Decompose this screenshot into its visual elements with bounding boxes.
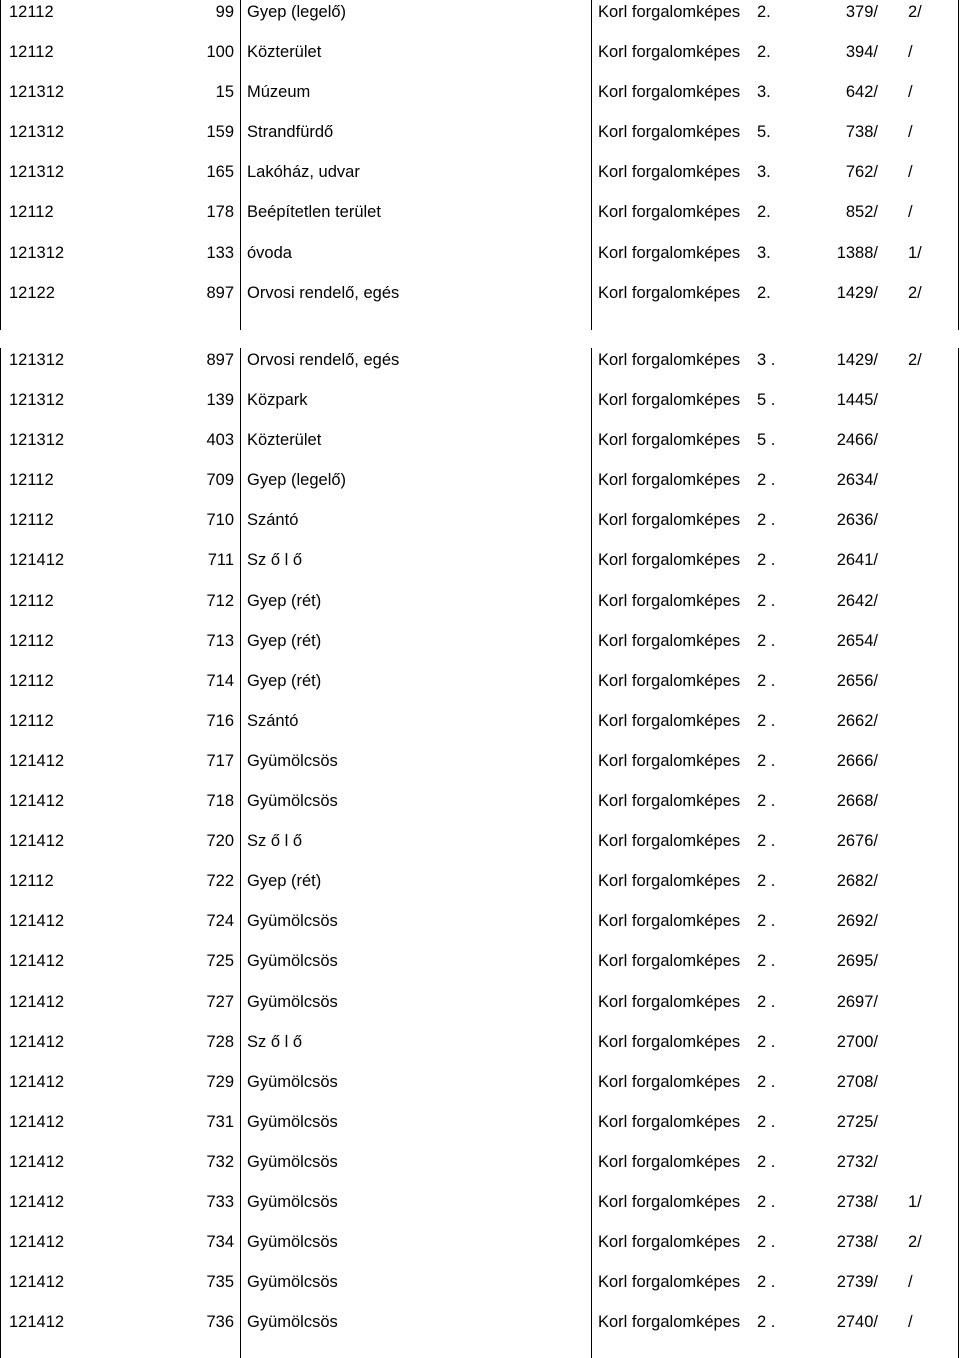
restriction-status: Korl forgalomképes: [598, 1192, 741, 1211]
ownership-share: 2 .: [757, 792, 776, 811]
parcel-use-code: 121412: [9, 792, 65, 811]
land-use-name: Gyep (legelő): [247, 471, 347, 490]
table-row: [0, 669, 960, 709]
table-row: [0, 749, 960, 789]
lot-number: 852/: [845, 203, 878, 222]
lot-number: 2676/: [836, 832, 878, 851]
lot-number: 2641/: [836, 551, 878, 570]
table-row: [0, 829, 960, 869]
land-use-name: Gyümölcsös: [247, 751, 338, 770]
ownership-share: 5 .: [757, 391, 776, 410]
lot-number: 2697/: [836, 992, 878, 1011]
restriction-status: Korl forgalomképes: [598, 1072, 741, 1091]
lot-number: 2682/: [836, 872, 878, 891]
ownership-share: 2 .: [757, 912, 776, 931]
parcel-use-code: 12112: [9, 471, 54, 490]
parcel-serial: 159: [206, 123, 234, 142]
ownership-share: 2 .: [757, 1032, 776, 1051]
lot-number: 2636/: [836, 511, 878, 530]
restriction-status: Korl forgalomképes: [598, 203, 741, 222]
ownership-share: 2 .: [757, 1112, 776, 1131]
table-row: [0, 80, 960, 120]
parcel-serial: 709: [206, 471, 234, 490]
land-use-name: Sz ő l ő: [247, 832, 303, 851]
land-use-name: Gyümölcsös: [247, 1152, 338, 1171]
restriction-status: Korl forgalomképes: [598, 671, 741, 690]
parcel-serial: 897: [206, 351, 234, 369]
table-row: [0, 548, 960, 588]
table-row: [0, 200, 960, 240]
table-row: [0, 508, 960, 548]
restriction-status: Korl forgalomképes: [598, 1273, 741, 1292]
lot-number: 394/: [845, 43, 878, 62]
land-use-name: Gyümölcsös: [247, 1072, 338, 1091]
parcel-use-code: 121412: [9, 1032, 65, 1051]
table-row: [0, 1190, 960, 1230]
land-use-name: Gyep (rét): [247, 591, 322, 610]
table-row: [0, 1030, 960, 1070]
parcel-serial: 733: [206, 1192, 234, 1211]
ownership-share: 3.: [757, 243, 771, 262]
parcel-use-code: 121312: [9, 391, 65, 410]
table-row: [0, 629, 960, 669]
parcel-use-code: 121412: [9, 1152, 65, 1171]
land-use-name: Gyümölcsös: [247, 992, 338, 1011]
land-use-name: Gyep (legelő): [247, 3, 347, 21]
ownership-share: 2 .: [757, 631, 776, 650]
parcel-use-code: 12112: [9, 671, 54, 690]
restriction-status: Korl forgalomképes: [598, 471, 741, 490]
lot-number: 2700/: [836, 1032, 878, 1051]
lot-number: 2662/: [836, 711, 878, 730]
lot-number: 2740/: [836, 1313, 878, 1332]
lot-number: 2732/: [836, 1152, 878, 1171]
parcel-use-code: 12112: [9, 203, 54, 222]
parcel-serial: 728: [206, 1032, 234, 1051]
ownership-share: 2 .: [757, 711, 776, 730]
table-row: [0, 428, 960, 468]
parcel-use-code: 12112: [9, 711, 54, 730]
lot-number: 2642/: [836, 591, 878, 610]
land-use-name: óvoda: [247, 243, 292, 262]
lot-number: 2668/: [836, 792, 878, 811]
lot-number: 2666/: [836, 751, 878, 770]
parcel-use-code: 121412: [9, 551, 65, 570]
restriction-status: Korl forgalomképes: [598, 391, 741, 410]
parcel-serial: 732: [206, 1152, 234, 1171]
sub-lot-number: 2/: [908, 3, 922, 21]
land-use-name: Gyümölcsös: [247, 1112, 338, 1131]
table-row: [0, 468, 960, 508]
land-use-name: Sz ő l ő: [247, 1032, 303, 1051]
restriction-status: Korl forgalomképes: [598, 912, 741, 931]
parcel-serial: 731: [206, 1112, 234, 1131]
restriction-status: Korl forgalomképes: [598, 283, 741, 302]
restriction-status: Korl forgalomképes: [598, 751, 741, 770]
parcel-use-code: 12112: [9, 3, 54, 21]
restriction-status: Korl forgalomképes: [598, 1152, 741, 1171]
ownership-share: 2 .: [757, 671, 776, 690]
lot-number: 1445/: [836, 391, 878, 410]
lot-number: 2634/: [836, 471, 878, 490]
parcel-use-code: 121412: [9, 1313, 65, 1332]
ownership-share: 2.: [757, 3, 771, 21]
land-use-name: Közterület: [247, 43, 322, 62]
parcel-serial: 716: [206, 711, 234, 730]
ownership-share: 2.: [757, 283, 771, 302]
parcel-use-code: 121412: [9, 1273, 65, 1292]
land-use-name: Strandfürdő: [247, 123, 334, 142]
parcel-use-code: 121412: [9, 751, 65, 770]
parcel-use-code: 121412: [9, 952, 65, 971]
parcel-serial: 100: [206, 43, 234, 62]
restriction-status: Korl forgalomképes: [598, 832, 741, 851]
parcel-serial: 99: [215, 3, 234, 21]
ownership-share: 5.: [757, 123, 771, 142]
lot-number: 2708/: [836, 1072, 878, 1091]
parcel-use-code: 121412: [9, 992, 65, 1011]
parcel-serial: 178: [206, 203, 234, 222]
parcel-serial: 729: [206, 1072, 234, 1091]
parcel-serial: 727: [206, 992, 234, 1011]
sub-lot-number: /: [908, 1273, 913, 1292]
sub-lot-number: /: [908, 123, 913, 142]
ownership-share: 2 .: [757, 992, 776, 1011]
table-row: [0, 869, 960, 909]
restriction-status: Korl forgalomképes: [598, 551, 741, 570]
restriction-status: Korl forgalomképes: [598, 3, 741, 21]
sub-lot-number: 2/: [908, 1233, 922, 1252]
ownership-share: 2.: [757, 203, 771, 222]
ownership-share: 3.: [757, 83, 771, 102]
lot-number: 2654/: [836, 631, 878, 650]
land-use-name: Gyümölcsös: [247, 1273, 338, 1292]
ownership-share: 2 .: [757, 832, 776, 851]
parcel-use-code: 121412: [9, 1112, 65, 1131]
land-use-name: Közpark: [247, 391, 308, 410]
parcel-use-code: 121412: [9, 1072, 65, 1091]
lot-number: 2739/: [836, 1273, 878, 1292]
parcel-serial: 734: [206, 1233, 234, 1252]
lot-number: 2466/: [836, 431, 878, 450]
sub-lot-number: 1/: [908, 243, 922, 262]
ownership-share: 2 .: [757, 952, 776, 971]
table-row: [0, 949, 960, 989]
ownership-share: 2 .: [757, 751, 776, 770]
ownership-share: 2 .: [757, 1152, 776, 1171]
parcel-use-code: 121312: [9, 351, 65, 369]
table-row: [0, 1110, 960, 1150]
sub-lot-number: 2/: [908, 283, 922, 302]
land-use-name: Gyümölcsös: [247, 912, 338, 931]
restriction-status: Korl forgalomképes: [598, 83, 741, 102]
land-use-name: Gyep (rét): [247, 872, 322, 891]
restriction-status: Korl forgalomképes: [598, 1313, 741, 1332]
land-use-name: Múzeum: [247, 83, 311, 102]
land-use-name: Gyep (rét): [247, 631, 322, 650]
table-row: [0, 709, 960, 749]
table-row: [0, 1270, 960, 1310]
land-use-name: Lakóház, udvar: [247, 163, 360, 182]
ownership-share: 2 .: [757, 1233, 776, 1252]
ownership-share: 3 .: [757, 351, 776, 369]
property-table-bottom: [0, 348, 960, 1350]
lot-number: 642/: [845, 83, 878, 102]
table-row: [0, 40, 960, 80]
restriction-status: Korl forgalomképes: [598, 43, 741, 62]
restriction-status: Korl forgalomképes: [598, 1112, 741, 1131]
parcel-serial: 165: [206, 163, 234, 182]
restriction-status: Korl forgalomképes: [598, 431, 741, 450]
parcel-serial: 712: [206, 591, 234, 610]
lot-number: 1429/: [836, 283, 878, 302]
land-use-name: Sz ő l ő: [247, 551, 303, 570]
parcel-serial: 714: [206, 671, 234, 690]
table-row: [0, 990, 960, 1030]
lot-number: 1388/: [836, 243, 878, 262]
restriction-status: Korl forgalomképes: [598, 123, 741, 142]
ownership-share: 2 .: [757, 1273, 776, 1292]
parcel-serial: 718: [206, 792, 234, 811]
ownership-share: 2 .: [757, 1313, 776, 1332]
land-use-name: Orvosi rendelő, egés: [247, 351, 400, 369]
lot-number: 1429/: [836, 351, 878, 369]
land-use-name: Szántó: [247, 711, 299, 730]
ownership-share: 2 .: [757, 471, 776, 490]
parcel-serial: 722: [206, 872, 234, 891]
parcel-use-code: 121312: [9, 163, 65, 182]
parcel-use-code: 121412: [9, 1192, 65, 1211]
parcel-use-code: 121312: [9, 243, 65, 262]
restriction-status: Korl forgalomképes: [598, 1233, 741, 1252]
lot-number: 2692/: [836, 912, 878, 931]
parcel-use-code: 12122: [9, 283, 55, 302]
parcel-use-code: 12112: [9, 511, 54, 530]
parcel-serial: 710: [206, 511, 234, 530]
land-use-name: Gyümölcsös: [247, 1192, 338, 1211]
parcel-serial: 15: [215, 83, 234, 102]
table-row: [0, 1310, 960, 1350]
parcel-use-code: 12112: [9, 631, 54, 650]
land-use-name: Gyep (rét): [247, 671, 322, 690]
sub-lot-number: 2/: [908, 351, 922, 369]
parcel-use-code: 121412: [9, 912, 65, 931]
table-row: [0, 1150, 960, 1190]
ownership-share: 3.: [757, 163, 771, 182]
table-row: [0, 120, 960, 160]
lot-number: 2738/: [836, 1233, 878, 1252]
restriction-status: Korl forgalomképes: [598, 631, 741, 650]
parcel-serial: 713: [206, 631, 234, 650]
restriction-status: Korl forgalomképes: [598, 872, 741, 891]
parcel-serial: 724: [206, 912, 234, 931]
land-use-name: Orvosi rendelő, egés: [247, 283, 400, 302]
sub-lot-number: /: [908, 203, 913, 222]
parcel-use-code: 12112: [9, 872, 54, 891]
ownership-share: 2.: [757, 43, 771, 62]
parcel-use-code: 121412: [9, 1233, 65, 1252]
restriction-status: Korl forgalomképes: [598, 1032, 741, 1051]
table-row: [0, 0, 960, 40]
restriction-status: Korl forgalomképes: [598, 711, 741, 730]
lot-number: 762/: [845, 163, 878, 182]
parcel-use-code: 12112: [9, 591, 54, 610]
restriction-status: Korl forgalomképes: [598, 591, 741, 610]
parcel-serial: 720: [206, 832, 234, 851]
lot-number: 738/: [845, 123, 878, 142]
table-row: [0, 241, 960, 281]
land-use-name: Gyümölcsös: [247, 1313, 338, 1332]
sub-lot-number: /: [908, 83, 913, 102]
ownership-share: 2 .: [757, 591, 776, 610]
lot-number: 2656/: [836, 671, 878, 690]
ownership-share: 2 .: [757, 551, 776, 570]
parcel-serial: 133: [206, 243, 234, 262]
ownership-share: 2 .: [757, 1072, 776, 1091]
restriction-status: Korl forgalomképes: [598, 952, 741, 971]
lot-number: 2725/: [836, 1112, 878, 1131]
parcel-serial: 403: [206, 431, 234, 450]
sub-lot-number: /: [908, 163, 913, 182]
table-row: [0, 909, 960, 949]
parcel-use-code: 121412: [9, 832, 65, 851]
parcel-use-code: 121312: [9, 431, 65, 450]
table-row: [0, 160, 960, 200]
land-use-name: Szántó: [247, 511, 299, 530]
parcel-serial: 897: [206, 283, 234, 302]
property-table-top: [0, 0, 960, 321]
lot-number: 2695/: [836, 952, 878, 971]
table-row: [0, 281, 960, 321]
restriction-status: Korl forgalomképes: [598, 351, 741, 369]
parcel-serial: 725: [206, 952, 234, 971]
lot-number: 379/: [845, 3, 878, 21]
table-row: [0, 388, 960, 428]
ownership-share: 5 .: [757, 431, 776, 450]
land-use-name: Beépítetlen terület: [247, 203, 381, 222]
parcel-serial: 736: [206, 1313, 234, 1332]
sub-lot-number: /: [908, 43, 913, 62]
restriction-status: Korl forgalomképes: [598, 992, 741, 1011]
parcel-use-code: 121312: [9, 83, 65, 102]
table-row: [0, 589, 960, 629]
ownership-share: 2 .: [757, 511, 776, 530]
land-use-name: Gyümölcsös: [247, 952, 338, 971]
lot-number: 2738/: [836, 1192, 878, 1211]
restriction-status: Korl forgalomképes: [598, 511, 741, 530]
parcel-serial: 735: [206, 1273, 234, 1292]
restriction-status: Korl forgalomképes: [598, 163, 741, 182]
sub-lot-number: /: [908, 1313, 913, 1332]
restriction-status: Korl forgalomképes: [598, 792, 741, 811]
parcel-use-code: 12112: [9, 43, 54, 62]
table-row: [0, 1230, 960, 1270]
table-row: [0, 789, 960, 829]
parcel-serial: 717: [206, 751, 234, 770]
land-use-name: Közterület: [247, 431, 322, 450]
parcel-use-code: 121312: [9, 123, 65, 142]
land-use-name: Gyümölcsös: [247, 792, 338, 811]
ownership-share: 2 .: [757, 1192, 776, 1211]
ownership-share: 2 .: [757, 872, 776, 891]
parcel-serial: 139: [206, 391, 234, 410]
table-row: [0, 348, 960, 388]
table-row: [0, 1070, 960, 1110]
sub-lot-number: 1/: [908, 1192, 922, 1211]
parcel-serial: 711: [207, 551, 234, 570]
land-use-name: Gyümölcsös: [247, 1233, 338, 1252]
restriction-status: Korl forgalomképes: [598, 243, 741, 262]
